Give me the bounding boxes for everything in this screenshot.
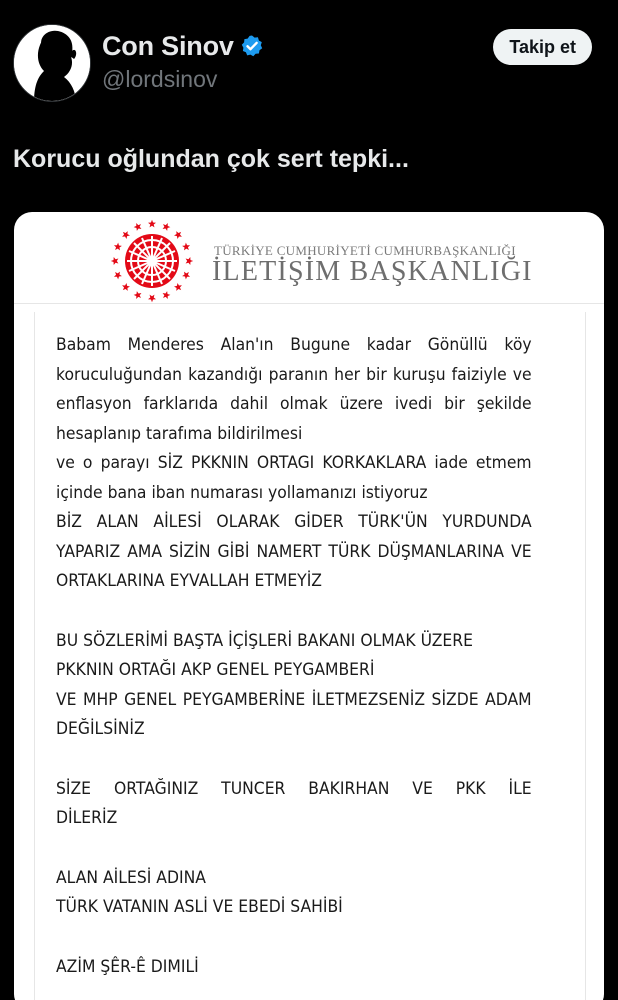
letter-line: VE MHP GENEL PEYGAMBERİNE İLETMEZSENİZ SİZDE ADAM — [56, 689, 532, 709]
seal-star — [163, 291, 171, 299]
presidential-seal-icon — [109, 218, 195, 304]
tweet-text: Korucu oğlundan çok sert tepki... — [13, 145, 409, 173]
seal-star — [174, 283, 182, 291]
letter-line: Babam Menderes Alan'ın Bugune kadar Gönüllü köy — [56, 335, 532, 354]
letter-line: SİZE ORTAĞINIZ TUNCER BAKIRHAN VE PKK İLE — [56, 778, 532, 798]
seal-star — [174, 231, 182, 239]
handle[interactable]: @lordsinov — [102, 66, 218, 92]
user-info — [102, 28, 264, 93]
letter-line: PKKNIN ORTAĞI AKP GENEL PEYGAMBERİ — [56, 660, 375, 679]
letter-line: ALAN AİLESİ ADINA — [56, 867, 206, 887]
seal-star — [148, 295, 156, 303]
seal-star — [186, 257, 194, 265]
letter-line: koruculuğundan kazandığı paranın her bir kuruşu faiziyle ve — [56, 364, 532, 384]
paragraph-gap — [56, 833, 532, 863]
seal-star — [122, 283, 130, 291]
seal-star — [148, 220, 156, 228]
letter-line: TÜRK VATANIN ASLİ VE EBEDİ SAHİBİ — [56, 897, 343, 916]
letter-line: YAPARIZ AMA SİZİN GİBİ NAMERT TÜRK DÜŞMANLARINA VE — [56, 541, 532, 561]
seal-star — [182, 272, 190, 280]
letterhead-office: İLETİŞİM BAŞKANLIĞI — [212, 256, 533, 287]
letter-line: hesaplanıp tarafıma bildirilmesi — [56, 423, 303, 443]
letter-signature: AZİM ŞÊR-Ê DIMILİ — [56, 956, 199, 976]
display-name-row — [102, 28, 264, 64]
letterhead-institution: TÜRKİYE CUMHURİYETİ CUMHURBAŞKANLIĞI — [214, 243, 516, 258]
letter-body — [56, 330, 532, 981]
follow-button[interactable]: Takip et — [493, 29, 592, 65]
letter-line: enflasyon farklarıda dahil olmak üzere ivedi bir şekilde — [56, 394, 532, 413]
display-name[interactable]: Con Sinov — [102, 30, 234, 61]
seal-star — [114, 272, 122, 280]
letter-line: BİZ ALAN AİLESİ OLARAK GİDER TÜRK'ÜN YURDUNDA — [56, 512, 532, 531]
letter-line: DİLERİZ — [56, 808, 118, 827]
seal-star — [163, 223, 171, 231]
paragraph-gap — [56, 596, 532, 626]
letter-line: içinde bana iban numarası yollamanızı istiyoruz — [56, 482, 428, 502]
paragraph-gap — [56, 922, 532, 952]
seal-star — [134, 223, 142, 231]
letter-line: DEĞİLSİNİZ — [56, 719, 145, 738]
seal-star — [111, 257, 119, 265]
tweet-header — [13, 24, 605, 102]
paragraph-gap — [56, 744, 532, 774]
verified-badge-icon — [240, 34, 264, 58]
seal-star — [114, 243, 122, 251]
seal-star — [182, 243, 190, 251]
letter-line: ORTAKLARINA EYVALLAH ETMEYİZ — [56, 571, 322, 590]
seal-star — [122, 231, 130, 239]
seal-star — [134, 291, 142, 299]
letter-line: BU SÖZLERİMİ BAŞTA İÇİŞLERİ BAKANI OLMAK ÜZERE — [56, 630, 473, 650]
avatar-silhouette-icon — [14, 25, 91, 102]
letter-line: ve o parayı SİZ PKKNIN ORTAGI KORKAKLARA iade etmem — [56, 453, 532, 472]
letterhead — [14, 212, 604, 304]
avatar[interactable] — [13, 24, 91, 102]
tweet-media-image[interactable] — [14, 212, 604, 1000]
